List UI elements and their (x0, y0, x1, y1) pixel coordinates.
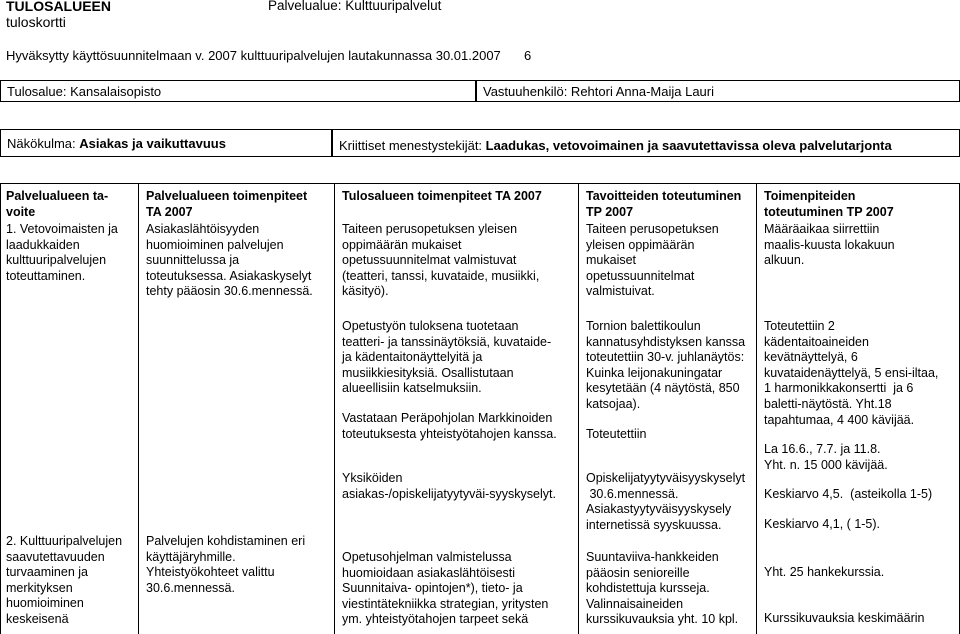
col-header-4-line2: TP 2007 (586, 204, 634, 219)
c3-block-line: asiakas-/opiskelijatyytyväi-syyskyselyt. (342, 486, 556, 501)
row2-goal-line: merkityksen (6, 580, 73, 595)
row2-area-actions-line: 30.6.mennessä. (146, 580, 235, 595)
row2-goal-line: turvaaminen ja (6, 565, 88, 580)
title-line-1: TULOSALUEEN (6, 0, 111, 14)
c3-block-markets (342, 411, 557, 442)
c4-block-line: kesytetään (4 näytöstä, 850 (586, 381, 740, 396)
c5-block-line: baletti-näytöstä. Yht.18 (764, 396, 892, 411)
row2-goal (6, 534, 122, 628)
c3-block-curriculum (342, 550, 548, 628)
c4-block-line: toteutettiin 30-v. juhlanäytös: (586, 350, 745, 365)
col-header-5-line2: toteutuminen TP 2007 (764, 204, 894, 219)
row1-goal-realization-line: opetussuunnitelmat (586, 268, 695, 283)
c4-block-line: Toteutettiin (586, 427, 647, 441)
row1-area-actions-line: Asiakaslähtöisyyden (146, 222, 260, 236)
row1-area-actions (146, 222, 313, 300)
col-header-5-line1: Toimenpiteiden (764, 189, 856, 203)
c3-block-line: ja kädentaitonäyttelyitä ja (342, 350, 483, 365)
csf-value: Laadukas, vetovoimainen ja saavutettavissa oleva palvelutarjonta (485, 138, 892, 153)
responsible-text: Vastuuhenkilö: Rehtori Anna-Maija Lauri (483, 84, 715, 99)
col-header-4 (586, 189, 741, 220)
c5-block-dates (764, 442, 888, 473)
row1-unit-actions (342, 222, 539, 300)
row1-unit-actions-line: oppimäärän mukaiset (342, 237, 462, 252)
perspective-label: Näkökulma: (7, 136, 76, 151)
c4-block-line: kannatusyhdistyksen kanssa (586, 334, 746, 349)
csf-box (332, 129, 960, 157)
c5-block-avg2: Keskiarvo 4,1, ( 1-5). (764, 517, 881, 531)
c5-block-projects: Yht. 25 hankekurssia. (764, 565, 885, 579)
row1-action-realization-line: alkuun. (764, 253, 805, 268)
c3-block-line: huomioidaan asiakaslähtöisesti (342, 565, 516, 580)
col-header-1-line2: voite (6, 204, 36, 219)
row1-goal (6, 222, 118, 284)
csf-label: Kriittiset menestystekijät: (339, 138, 483, 153)
service-area: Palvelualue: Kulttuuripalvelut (268, 0, 442, 13)
row2-area-actions-line: Palvelujen kohdistaminen eri (146, 534, 306, 548)
c4-block-line: Opiskelijatyytyväisyyskyselyt (586, 471, 746, 485)
c4-block-line: Valinnaisaineiden (586, 596, 684, 611)
c4-block-line: pääosin senioreille (586, 565, 690, 580)
title-line-2: tuloskortti (6, 14, 66, 30)
row2-goal-line: saavutettavuuden (6, 549, 105, 564)
col-divider-2 (334, 183, 335, 634)
perspective (7, 136, 226, 151)
c4-block-line: Tornion balettikoulun (586, 319, 701, 333)
row2-goal-line: keskeisenä (6, 611, 69, 626)
col-header-4-line1: Tavoitteiden toteutuminen (586, 189, 742, 203)
row1-goal-line: laadukkaiden (6, 237, 80, 252)
c4-block-line: Asiakastyytyväisyyskysely (586, 502, 732, 517)
row1-action-realization-line: maalis-kuusta lokakuun (764, 237, 895, 252)
c3-block-line: ym. yhteistyötahojen tarpeet sekä (342, 612, 529, 627)
result-area-text: Tulosalue: Kansalaisopisto (7, 84, 162, 99)
row1-goal-realization-line: Taiteen perusopetuksen (586, 222, 719, 236)
c3-block-surveys (342, 471, 556, 502)
row1-goal-realization-line: valmistuivat. (586, 284, 655, 299)
col-header-2 (146, 189, 307, 220)
col-header-5 (764, 189, 894, 220)
c3-block-line: teatteri- ja tanssinäytöksiä, kuvataide- (342, 334, 552, 349)
row1-unit-actions-line: Taiteen perusopetuksen yleisen (342, 222, 518, 236)
col-header-3 (342, 189, 542, 205)
perspective-box (0, 129, 332, 157)
table-left-border (0, 183, 1, 634)
c3-block-performances (342, 319, 551, 397)
c4-block-line: Kuinka leijonakuningatar (586, 365, 723, 380)
col-header-2-line1: Palvelualueen toimenpiteet (146, 189, 308, 203)
col-header-1 (6, 189, 108, 220)
row1-goal-line: 1. Vetovoimaisten ja (6, 222, 118, 236)
col-divider-4 (756, 183, 757, 634)
row1-unit-actions-line: (teatteri, tanssi, kuvataide, musiikki, (342, 268, 540, 283)
c3-block-line: Yksiköiden (342, 471, 403, 485)
c3-block-line: musiikkiesityksiä. Osallistutaan (342, 365, 514, 380)
row1-goal-line: kulttuuripalvelujen (6, 253, 107, 268)
c4-block-surveys (586, 471, 745, 533)
c5-block-events (764, 319, 938, 428)
c5-block-line: kuvataidenäyttelyä, 5 ensi-iltaa, (764, 365, 939, 380)
table-top-border (0, 183, 960, 184)
row1-area-actions-line: suunnittelussa ja (146, 253, 240, 268)
col-divider-1 (138, 183, 139, 634)
c3-block-line: Vastataan Peräpohjolan Markkinoiden (342, 411, 553, 425)
row1-action-realization-line: Määräaikaa siirrettiin (764, 222, 880, 236)
perspective-value: Asiakas ja vaikuttavuus (79, 136, 226, 151)
row1-goal-line: toteuttaminen. (6, 268, 86, 283)
c4-block-ballet (586, 319, 745, 413)
c5-block-line: Toteutettiin 2 (764, 319, 835, 333)
row2-goal-line: 2. Kulttuuripalvelujen (6, 534, 123, 548)
row1-goal-realization-line: yleisen oppimäärän (586, 237, 695, 252)
c5-block-line: kädentaitoaineiden (764, 334, 869, 349)
col-header-3-line1: Tulosalueen toimenpiteet TA 2007 (342, 189, 542, 203)
row1-area-actions-line: huomioiminen palvelujen (146, 237, 284, 252)
col-divider-3 (578, 183, 579, 634)
col-header-1-line1: Palvelualueen ta- (6, 189, 109, 203)
row2-goal-line: huomioiminen (6, 596, 84, 611)
row2-area-actions (146, 534, 305, 596)
row2-area-actions-line: käyttäjäryhmille. (146, 549, 236, 564)
row1-unit-actions-line: käsityö). (342, 284, 389, 299)
row1-action-realization (764, 222, 895, 269)
c4-block-line: kohdistettuja kursseja. (586, 581, 710, 596)
c4-block-line: internetissä syyskuussa. (586, 517, 722, 532)
c5-block-line: Yht. n. 15 000 kävijää. (764, 457, 888, 472)
c4-block-projects (586, 550, 738, 628)
row1-goal-realization-line: mukaiset (586, 253, 637, 268)
c4-block-line: katsojaa). (586, 396, 641, 411)
c3-block-line: Opetustyön tuloksena tuotetaan (342, 319, 519, 333)
c3-block-line: Suunnitaiva- opintojen*), tieto- ja (342, 581, 523, 596)
row2-area-actions-line: Yhteistyökohteet valittu (146, 565, 275, 580)
col-header-2-line2: TA 2007 (146, 204, 193, 219)
c5-block-line: La 16.6., 7.7. ja 11.8. (764, 442, 881, 456)
c5-block-descriptions: Kurssikuvauksia keskimäärin (764, 611, 925, 625)
c4-block-done (586, 427, 646, 443)
c4-block-line: Suuntaviiva-hankkeiden (586, 550, 719, 564)
row1-area-actions-line: tehty pääosin 30.6.mennessä. (146, 284, 313, 299)
page-number: 6 (524, 48, 532, 63)
row1-goal-realization (586, 222, 719, 300)
c4-block-line: 30.6.mennessä. (586, 486, 679, 501)
c3-block-line: viestintätekniikka strategian, yritysten (342, 596, 549, 611)
c5-block-line: 1 harmonikkakonsertti ja 6 (764, 381, 914, 396)
csf (339, 138, 892, 153)
c3-block-line: alueellisiin katselmuksiin. (342, 381, 482, 396)
c3-block-line: toteutuksesta yhteistyötahojen kanssa. (342, 426, 557, 441)
c5-block-line: kevätnäyttelyä, 6 (764, 350, 858, 365)
approval-note: Hyväksytty käyttösuunnitelmaan v. 2007 kulttuuripalvelujen lautakunnassa 30.01.2007 (6, 48, 501, 63)
c5-block-avg1: Keskiarvo 4,5. (asteikolla 1-5) (764, 487, 933, 501)
row1-unit-actions-line: opetussuunnitelmat valmistuvat (342, 253, 517, 268)
c3-block-line: Opetusohjelman valmistelussa (342, 550, 512, 564)
result-area-box (0, 80, 476, 102)
responsible-box (476, 80, 960, 102)
c5-block-line: tapahtumaa, 4 400 kävijää. (764, 412, 915, 427)
c4-block-line: kurssikuvauksia yht. 10 kpl. (586, 612, 739, 627)
row1-area-actions-line: toteutuksessa. Asiakaskyselyt (146, 268, 312, 283)
